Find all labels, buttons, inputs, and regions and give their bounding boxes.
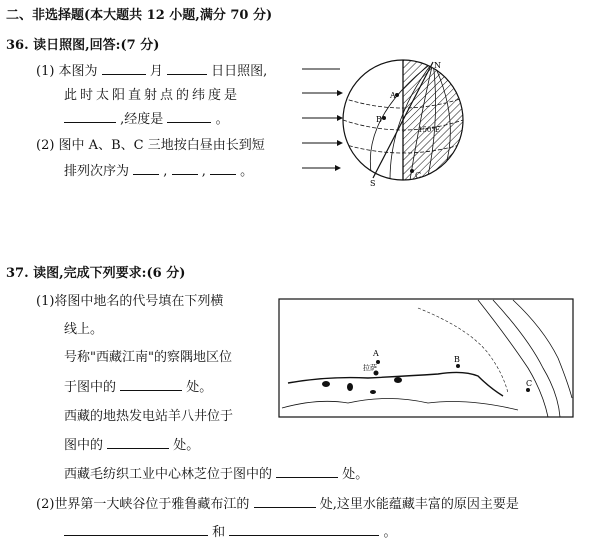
label-n: N — [434, 61, 441, 70]
sunlight-diagram — [300, 58, 470, 190]
tibet-map — [278, 298, 578, 420]
q37-part1-line4: 于图中的 处。 — [64, 380, 213, 395]
q37-part1-line2: 线上。 — [64, 322, 104, 337]
q37-part1-line6: 图中的 处。 — [64, 438, 200, 453]
label-map-c: C — [526, 379, 533, 388]
answer-blank-day[interactable] — [167, 62, 207, 75]
q37-part2-line1: (2)世界第一大峡谷位于雅鲁藏布江的 处,这里水能蕴藏丰富的原因主要是 — [36, 497, 519, 512]
answer-blank-order-1[interactable] — [133, 162, 159, 175]
lake — [394, 377, 402, 383]
q36-part2-line2: 排列次序为 , , 。 — [64, 164, 254, 179]
q36-part1-line2: 此时太阳直射点的纬度是 — [64, 88, 241, 103]
label-map-a: A — [373, 349, 379, 358]
q36-title: 36. 读日照图,回答:(7 分) — [6, 38, 160, 53]
q36-part1-line3: ,经度是 。 — [64, 108, 229, 127]
answer-blank-reason-1[interactable] — [64, 523, 208, 536]
label-longitude: 150°E — [418, 126, 440, 134]
answer-blank-longitude[interactable] — [167, 110, 211, 123]
answer-blank-order-2[interactable] — [172, 162, 198, 175]
point-c — [526, 388, 530, 392]
q37-part1-line7: 西藏毛纺织工业中心林芝位于图中的 处。 — [64, 467, 369, 482]
q37-part2-line2: 和 。 — [64, 521, 396, 540]
label-map-b: B — [454, 355, 460, 364]
answer-blank-linzhi[interactable] — [276, 465, 338, 478]
q36-part1-line1: (1) 本图为 月 日日照图, — [36, 64, 268, 79]
label-s: S — [370, 179, 376, 188]
point-b — [456, 364, 460, 368]
answer-blank-chayu[interactable] — [120, 378, 182, 391]
q37-part1-line5: 西藏的地热发电站羊八井位于 — [64, 409, 234, 424]
q37-part1-line3: 号称"西藏江南"的察隅地区位 — [64, 350, 232, 365]
answer-blank-yangbajing[interactable] — [107, 436, 169, 449]
label-lhasa: 拉萨 — [363, 364, 377, 372]
q36-part2-line1: (2) 图中 A、B、C 三地按白昼由长到短 — [36, 138, 265, 153]
answer-blank-latitude[interactable] — [64, 110, 116, 123]
q37-part1-line1: (1)将图中地名的代号填在下列横 — [36, 294, 224, 309]
lake — [370, 390, 376, 394]
night-hemisphere — [403, 58, 470, 188]
label-c: C — [415, 171, 422, 180]
section-title: 二、非选择题(本大题共 12 小题,满分 70 分) — [6, 8, 273, 23]
label-a: A — [390, 91, 396, 100]
label-b: B — [376, 115, 382, 124]
lake — [347, 383, 353, 391]
answer-blank-order-3[interactable] — [210, 162, 236, 175]
answer-blank-month[interactable] — [102, 62, 146, 75]
lake — [322, 381, 330, 387]
answer-blank-canyon[interactable] — [254, 495, 316, 508]
answer-blank-reason-2[interactable] — [229, 523, 379, 536]
q37-title: 37. 读图,完成下列要求:(6 分) — [6, 266, 186, 281]
